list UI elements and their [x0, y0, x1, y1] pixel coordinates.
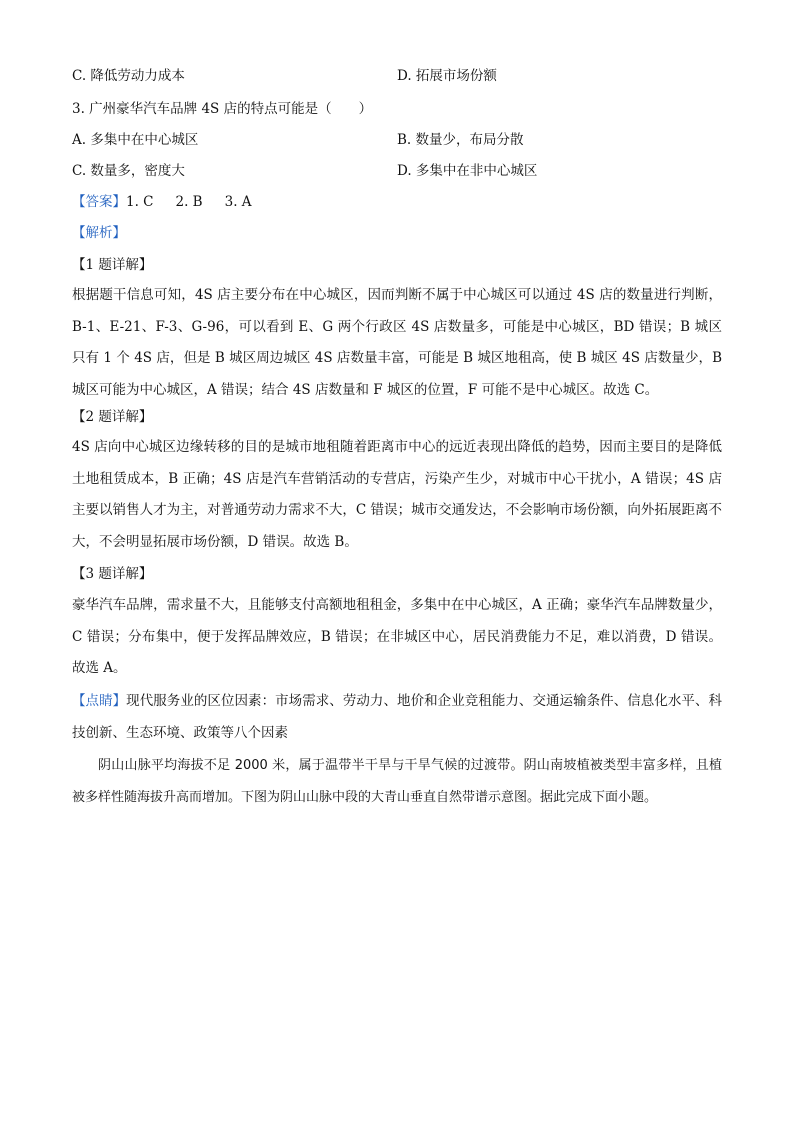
answer-line [72, 192, 722, 212]
q3-option-c: C. 数量多，密度大 [72, 163, 185, 179]
analysis-label: 【解析】 [72, 225, 126, 241]
answer-label: 【答案】 [72, 194, 126, 210]
answer-item: 3. A [224, 194, 252, 210]
q2-option-c: C. 降低劳动力成本 [72, 68, 185, 84]
detail-2-title: 【2 题详解】 [72, 409, 153, 425]
q3-option-d: D. 多集中在非中心城区 [397, 163, 538, 179]
q3-stem: 3. 广州豪华汽车品牌 4S 店的特点可能是（ ） [72, 101, 373, 117]
tip-block [72, 686, 722, 749]
tip-label: 【点睛】 [72, 693, 127, 709]
detail-2-text: 4S 店向中心城区边缘转移的目的是城市地租随着距离市中心的远近表现出降低的趋势，因而主要目的是降低土地租赁成本，B 正确；4S 店是汽车营销活动的专营店，污染产生少，对城市中心干扰小，A 错误；4S 店主要以销售人才为主，对普通劳动力需求不大，C 错误；城市交通发达，不会影响市场份额，向外拓展距离不大，不会明显拓展市场份额，D 错误。故选 B。 [72, 439, 722, 550]
detail-3-title: 【3 题详解】 [72, 566, 153, 582]
answer-item: 1. C [126, 194, 154, 210]
q3-option-b: B. 数量少，布局分散 [397, 132, 524, 148]
q2-option-d: D. 拓展市场份额 [397, 68, 497, 84]
next-question-intro: 阴山山脉平均海拔不足 2000 米，属于温带半干旱与干旱气候的过渡带。阴山南坡植被类型丰富多样，且植被多样性随海拔升高而增加。下图为阴山山脉中段的大青山垂直自然带谱示意图。据此完成下面小题。 [72, 758, 722, 805]
detail-1-text: 根据题干信息可知，4S 店主要分布在中心城区，因而判断不属于中心城区可以通过 4S 店的数量进行判断，B-1、E-21、F-3、G-96，可以看到 E、G 两个行政区 4S 店数量多，可能是中心城区，BD 错误；B 城区只有 1 个 4S 店，但是 B 城区周边城区 4S 店数量丰富，可能是 B 城区地租高，使 B 城区 4S 店数量少，B 城区可能为中心城区，A 错误；结合 4S 店数量和 F 城区的位置，F 可能不是中心城区。故选 C。 [72, 287, 722, 398]
detail-3-text: 豪华汽车品牌，需求量不大，且能够支付高额地租租金，多集中在中心城区，A 正确；豪华汽车品牌数量少，C 错误；分布集中，便于发挥品牌效应，B 错误；在非城区中心，居民消费能力不足，难以消费，D 错误。故选 A。 [72, 597, 722, 676]
tip-text: 现代服务业的区位因素：市场需求、劳动力、地价和企业竞租能力、交通运输条件、信息化水平、科技创新、生态环境、政策等八个因素 [72, 693, 723, 741]
answer-item: 2. B [175, 194, 203, 210]
q3-option-a: A. 多集中在中心城区 [72, 132, 199, 148]
detail-1-title: 【1 题详解】 [72, 257, 153, 273]
